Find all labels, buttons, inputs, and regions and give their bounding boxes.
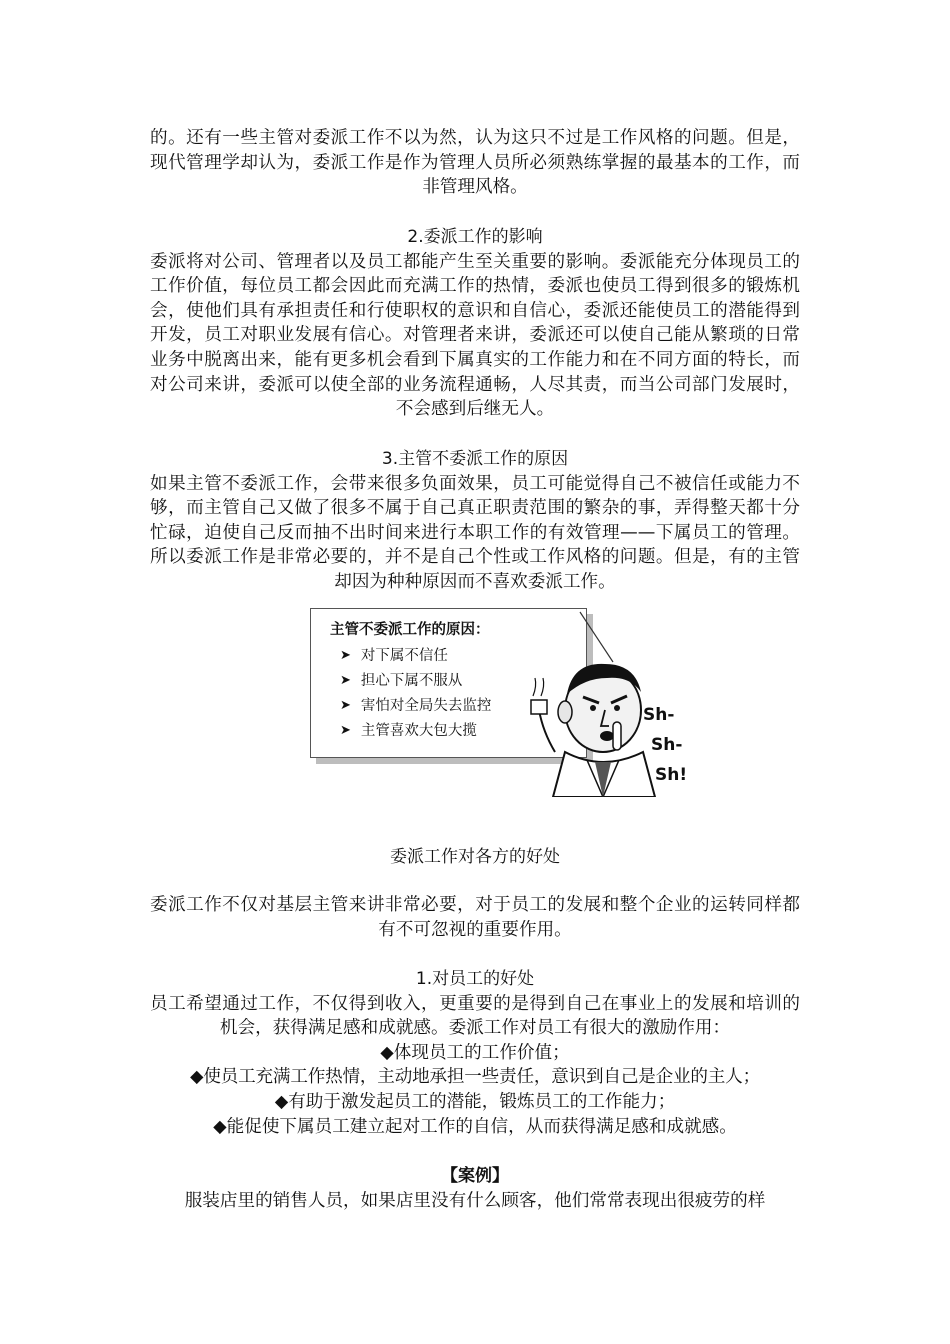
figure-item-label: 主管喜欢大包大揽 — [360, 723, 477, 739]
bullet-item: ◆体现员工的工作价值； — [380, 1042, 570, 1063]
speech-text: Sh! — [655, 765, 688, 785]
arrow-right-icon: ➤ — [340, 648, 351, 663]
employee-body: 员工希望通过工作，不仅得到收入，更重要的是得到自己在事业上的发展和培训的机会，获得满足感和成就感。委派工作对员工有很大的激励作用： — [150, 993, 800, 1039]
bullet-item: ◆有助于激发起员工的潜能，锻炼员工的工作能力； — [274, 1091, 676, 1112]
intro-text: 的。还有一些主管对委派工作不以为然，认为这只不过是工作风格的问题。但是，现代管理学却认为，委派工作是作为管理人员所必须熟练掌握的最基本的工作，而非管理风格。 — [150, 128, 800, 198]
figure-item — [340, 646, 448, 666]
speech-text: Sh- — [651, 735, 683, 755]
figure-item-label: 对下属不信任 — [360, 648, 448, 664]
figure-title: 主管不委派工作的原因： — [330, 622, 490, 638]
figure-item — [340, 696, 491, 716]
intro-paragraph — [150, 126, 800, 200]
reason-section — [150, 447, 800, 595]
reason-heading: 3.主管不委派工作的原因 — [381, 449, 569, 469]
employee-heading: 1.对员工的好处 — [415, 969, 535, 989]
impact-body: 委派将对公司、管理者以及员工都能产生至关重要的影响。委派能充分体现员工的工作价值，每位员工都会因此而充满工作的热情，委派也使员工得到很多的锻炼机会，使他们具有承担责任和行使职权的意识和自信心，委派还能使员工的潜能得到开发，员工对职业发展有信心。对管理者来讲，委派还可以使自己能从繁琐的日常业务中脱离出来，能有更多机会看到下属真实的工作能力和在不同方面的特长，而对公司来讲，委派可以使全部的业务流程通畅，人尽其责，而当公司部门发展时，不会感到后继无人。 — [150, 251, 800, 420]
benefits-intro: 委派工作不仅对基层主管来讲非常必要，对于员工的发展和整个企业的运转同样都有不可忽视的重要作用。 — [150, 895, 800, 940]
bullet-item: ◆使员工充满工作热情，主动地承担一些责任，意识到自己是企业的主人； — [190, 1067, 760, 1088]
impact-heading: 2.委派工作的影响 — [407, 227, 543, 247]
impact-section — [150, 225, 800, 422]
cartoon-manager-illustration — [525, 602, 690, 797]
benefits-title-block — [150, 845, 800, 870]
benefits-title: 委派工作对各方的好处 — [390, 847, 560, 867]
reason-body: 如果主管不委派工作，会带来很多负面效果，员工可能觉得自己不被信任或能力不够，而主管自己又做了很多不属于自己真正职责范围的繁杂的事，弄得整天都十分忙碌，迫使自己反而抽不出时间来进行本职工作的有效管理——下属员工的管理。所以委派工作是非常必要的，并不是自己个性或工作风格的问题。但是，有的主管却因为种种原因而不喜欢委派工作。 — [150, 473, 800, 592]
arrow-right-icon: ➤ — [340, 723, 351, 738]
arrow-right-icon: ➤ — [340, 673, 351, 688]
figure-item — [340, 721, 477, 741]
figure-item — [340, 671, 462, 691]
case-heading: 【案例】 — [441, 1166, 509, 1186]
figure-item-label: 害怕对全局失去监控 — [360, 698, 492, 714]
employee-section — [150, 967, 800, 1139]
case-section — [150, 1164, 800, 1213]
figure-item-label: 担心下属不服从 — [360, 673, 463, 689]
benefits-intro-block — [150, 893, 800, 942]
reasons-illustration — [300, 600, 690, 800]
case-body: 服装店里的销售人员，如果店里没有什么顾客，他们常常表现出很疲劳的样 — [184, 1190, 766, 1211]
speech-text: Sh- — [643, 705, 675, 725]
bullet-item: ◆能促使下属员工建立起对工作的自信，从而获得满足感和成就感。 — [213, 1116, 737, 1137]
arrow-right-icon: ➤ — [340, 698, 351, 713]
